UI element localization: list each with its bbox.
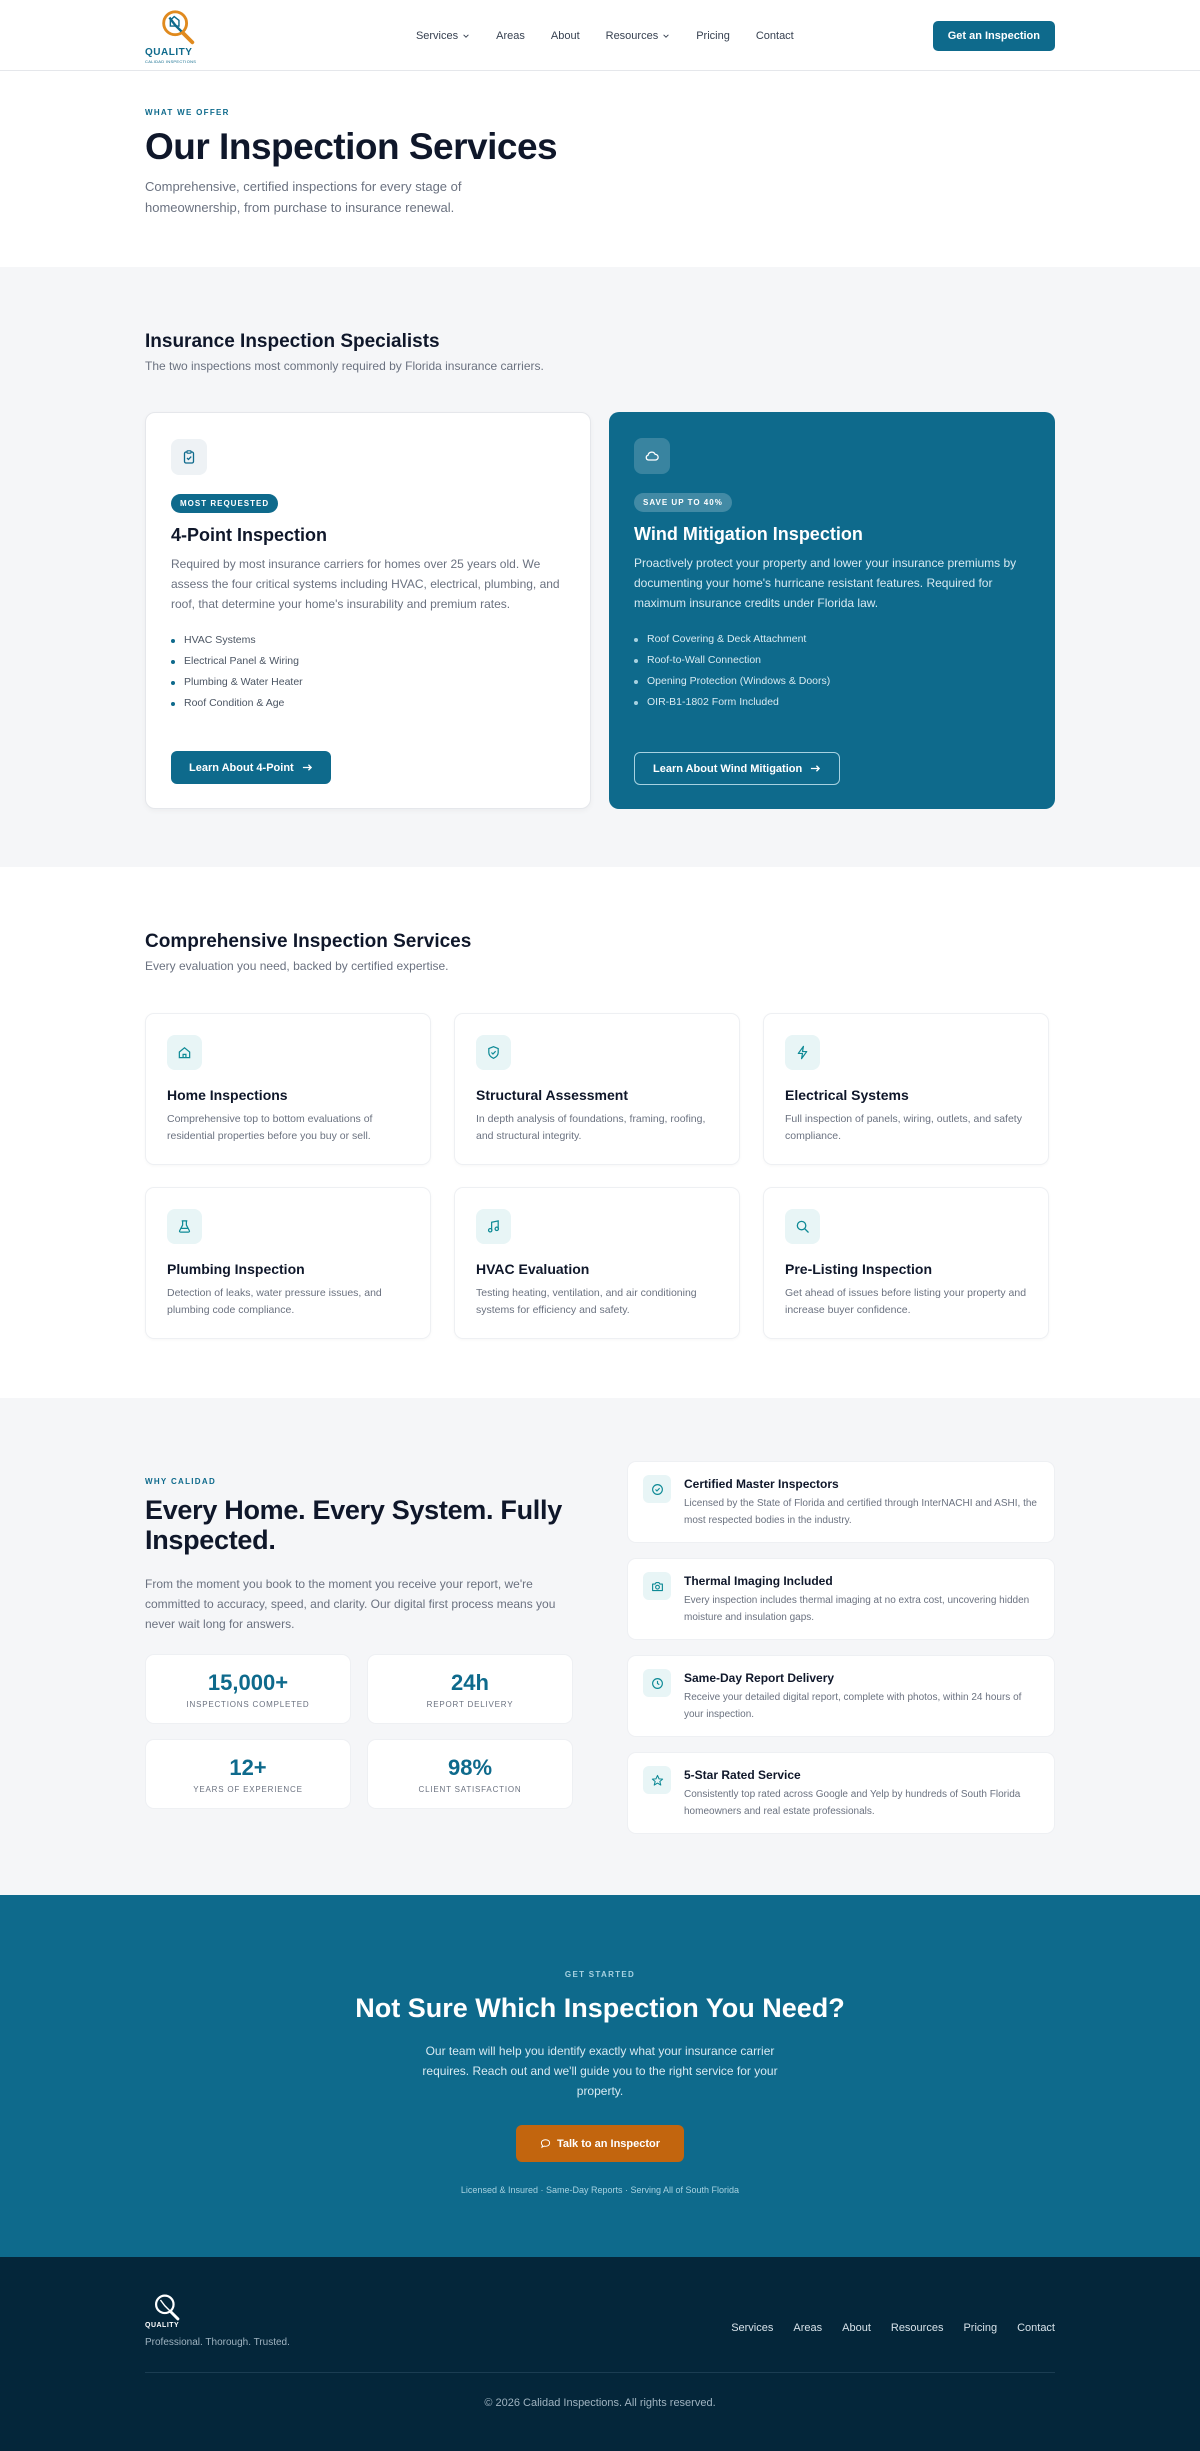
nav-resources-label: Resources (605, 29, 659, 42)
cloud-icon (634, 438, 670, 474)
list-item: Opening Protection (Windows & Doors) (634, 671, 1030, 692)
stat-value: 15,000+ (207, 1669, 289, 1695)
wind-mitigation-description: Proactively protect your property and lower your insurance premiums by documenting your home's hurricane resistant features. Required for maximum insurance credits under Florida law. (634, 556, 1017, 610)
site-footer (0, 2257, 1200, 2451)
nav-contact[interactable] (756, 30, 794, 42)
service-card-hvac[interactable] (454, 1187, 740, 1339)
service-title: Structural Assessment (476, 1087, 628, 1103)
feature-card (627, 1461, 1055, 1543)
specialists-section (0, 267, 1200, 867)
service-card-structural[interactable] (454, 1013, 740, 1165)
nav-pricing-label: Pricing (696, 29, 730, 42)
star-icon (643, 1766, 671, 1794)
hero-eyebrow: WHAT WE OFFER (145, 108, 230, 117)
stat-value: 24h (451, 1669, 489, 1695)
stat-card (367, 1654, 573, 1724)
list-item: Roof Condition & Age (171, 693, 565, 714)
search-icon (785, 1209, 820, 1244)
chevron-down-icon (662, 32, 670, 40)
four-point-list (171, 630, 565, 714)
comprehensive-title: Comprehensive Inspection Services (145, 931, 472, 952)
feature-card (627, 1655, 1055, 1737)
shield-check-icon (476, 1035, 511, 1070)
feature-card (627, 1558, 1055, 1640)
lightning-icon (785, 1035, 820, 1070)
wind-mitigation-list (634, 629, 1030, 713)
learn-wind-mitigation-button[interactable] (634, 752, 840, 785)
service-description: Comprehensive top to bottom evaluations of residential properties before you buy or sell. (167, 1113, 373, 1142)
check-circle-icon (643, 1475, 671, 1503)
get-inspection-button[interactable]: Get an Inspection (933, 21, 1055, 51)
stat-label: CLIENT SATISFACTION (418, 1784, 522, 1794)
service-description: Full inspection of panels, wiring, outlets, and safety compliance. (785, 1113, 1022, 1142)
site-header (0, 0, 1200, 71)
nav-areas[interactable] (496, 30, 525, 42)
stat-card (145, 1739, 351, 1809)
stat-label: YEARS OF EXPERIENCE (193, 1784, 303, 1794)
service-description: Get ahead of issues before listing your property and increase buyer confidence. (785, 1287, 1027, 1316)
clock-icon (643, 1669, 671, 1697)
service-title: HVAC Evaluation (476, 1261, 590, 1277)
nav-resources[interactable] (606, 30, 671, 42)
flask-icon (167, 1209, 202, 1244)
nav-about-label: About (550, 29, 580, 42)
list-item: OIR-B1-1802 Form Included (634, 692, 1030, 713)
footer-divider (145, 2372, 1055, 2373)
main-nav (416, 30, 794, 42)
copyright: © 2026 Calidad Inspections. All rights reserved. (484, 2397, 716, 2409)
nav-pricing[interactable] (696, 30, 730, 42)
logo[interactable] (145, 7, 207, 64)
cta-description: Our team will help you identify exactly what your insurance carrier requires. Reach out and we'll guide you to the right service for your property. (422, 2044, 778, 2098)
nav-about[interactable] (551, 30, 580, 42)
learn-four-point-button[interactable] (171, 751, 331, 784)
feature-description: Every inspection includes thermal imaging at no extra cost, uncovering hidden moisture and insulation gaps. (684, 1595, 1030, 1623)
hero-section (0, 71, 1200, 267)
feature-title: Same-Day Report Delivery (684, 1671, 835, 1685)
footer-link-about[interactable]: About (842, 2322, 871, 2334)
feature-description: Receive your detailed digital report, complete with photos, within 24 hours of your inspection. (684, 1692, 1022, 1720)
footer-link-pricing[interactable]: Pricing (963, 2322, 998, 2334)
why-title: Every Home. Every System. Fully Inspected. (145, 1495, 562, 1555)
nav-services-label: Services (415, 29, 459, 42)
chat-bubble-icon (540, 2138, 551, 2149)
feature-description: Licensed by the State of Florida and certified through InterNACHI and ASHI, the most respected bodies in the industry. (684, 1498, 1037, 1526)
stat-label: INSPECTIONS COMPLETED (186, 1699, 310, 1709)
specialists-subtitle: The two inspections most commonly required by Florida insurance carriers. (145, 359, 544, 373)
wind-mitigation-card (609, 412, 1055, 809)
comprehensive-subtitle: Every evaluation you need, backed by certified expertise. (145, 959, 449, 973)
list-item: Roof-to-Wall Connection (634, 650, 1030, 671)
cta-title: Not Sure Which Inspection You Need? (355, 1993, 845, 2023)
hero-description: Comprehensive, certified inspections for every stage of homeownership, from purchase to insurance renewal. (145, 179, 462, 215)
why-section (0, 1398, 1200, 1895)
talk-to-inspector-button[interactable] (516, 2125, 684, 2162)
service-card-home[interactable] (145, 1013, 431, 1165)
stat-value: 12+ (229, 1754, 267, 1780)
service-description: Detection of leaks, water pressure issues, and plumbing code compliance. (167, 1287, 382, 1316)
feature-title: Thermal Imaging Included (684, 1574, 833, 1588)
stat-value: 98% (447, 1754, 493, 1780)
list-item: Electrical Panel & Wiring (171, 651, 565, 672)
page-title: Our Inspection Services (145, 126, 558, 167)
footer-link-areas[interactable]: Areas (793, 2322, 823, 2334)
arrow-right-icon (302, 762, 313, 773)
list-item: Roof Covering & Deck Attachment (634, 629, 1030, 650)
service-card-plumbing[interactable] (145, 1187, 431, 1339)
why-eyebrow: WHY CALIDAD (145, 1477, 217, 1486)
nav-contact-label: Contact (755, 29, 794, 42)
nav-areas-label: Areas (496, 29, 525, 42)
footer-nav (731, 2322, 1055, 2334)
service-title: Home Inspections (167, 1087, 288, 1103)
service-title: Electrical Systems (785, 1087, 909, 1103)
most-requested-badge: MOST REQUESTED (171, 494, 278, 513)
footer-link-services[interactable]: Services (731, 2322, 774, 2334)
cta-section (0, 1895, 1200, 2257)
four-point-card (145, 412, 591, 809)
logo-word: QUALITY (145, 47, 193, 58)
camera-icon (643, 1572, 671, 1600)
comprehensive-section (0, 867, 1200, 1398)
cta-meta: Licensed & Insured · Same-Day Reports · Serving All of South Florida (460, 2185, 740, 2195)
footer-tagline: Professional. Thorough. Trusted. (145, 2337, 290, 2348)
savings-badge: SAVE UP TO 40% (634, 493, 732, 512)
service-title: Plumbing Inspection (167, 1261, 305, 1277)
wind-mitigation-title: Wind Mitigation Inspection (634, 524, 863, 544)
stat-card (367, 1739, 573, 1809)
chevron-down-icon (462, 32, 470, 40)
logo-magnifier-icon (151, 2292, 183, 2324)
four-point-description: Required by most insurance carriers for homes over 25 years old. We assess the four critical systems including HVAC, electrical, plumbing, and roof, that determine your home's insurability and premium rates. (171, 557, 560, 611)
feature-title: 5-Star Rated Service (684, 1768, 801, 1782)
cta-eyebrow: GET STARTED (564, 1970, 636, 1979)
service-description: In depth analysis of foundations, framing, roofing, and structural integrity. (476, 1113, 706, 1142)
footer-logo-word: QUALITY (145, 2322, 180, 2329)
list-item: HVAC Systems (171, 630, 565, 651)
footer-logo[interactable] (145, 2292, 290, 2348)
service-title: Pre-Listing Inspection (785, 1261, 933, 1277)
arrow-right-icon (810, 763, 821, 774)
specialists-title: Insurance Inspection Specialists (145, 331, 440, 352)
talk-to-inspector-label: Talk to an Inspector (556, 2137, 661, 2150)
feature-description: Consistently top rated across Google and Yelp by hundreds of South Florida homeowners and real estate professionals. (684, 1789, 1021, 1817)
learn-four-point-label: Learn About 4-Point (189, 761, 294, 774)
service-card-pre-listing[interactable] (763, 1187, 1049, 1339)
stat-label: REPORT DELIVERY (426, 1699, 514, 1709)
clipboard-check-icon (171, 439, 207, 475)
logo-magnifier-icon (157, 7, 199, 49)
service-card-electrical[interactable] (763, 1013, 1049, 1165)
learn-wind-mitigation-label: Learn About Wind Mitigation (653, 762, 803, 775)
service-description: Testing heating, ventilation, and air conditioning systems for efficiency and safety. (476, 1287, 697, 1316)
feature-title: Certified Master Inspectors (684, 1477, 839, 1491)
footer-link-contact[interactable]: Contact (1017, 2322, 1055, 2334)
feature-card (627, 1752, 1055, 1834)
stats-grid (145, 1654, 575, 1809)
stat-card (145, 1654, 351, 1724)
music-note-icon (476, 1209, 511, 1244)
four-point-title: 4-Point Inspection (171, 525, 328, 545)
why-description: From the moment you book to the moment you receive your report, we're committed to accuracy, speed, and clarity. Our digital first process means you never wait long for answers. (145, 1577, 556, 1631)
logo-subtitle: CALIDAD INSPECTIONS (145, 59, 197, 64)
home-icon (167, 1035, 202, 1070)
list-item: Plumbing & Water Heater (171, 672, 565, 693)
nav-services[interactable] (416, 30, 470, 42)
footer-link-resources[interactable]: Resources (890, 2322, 944, 2334)
